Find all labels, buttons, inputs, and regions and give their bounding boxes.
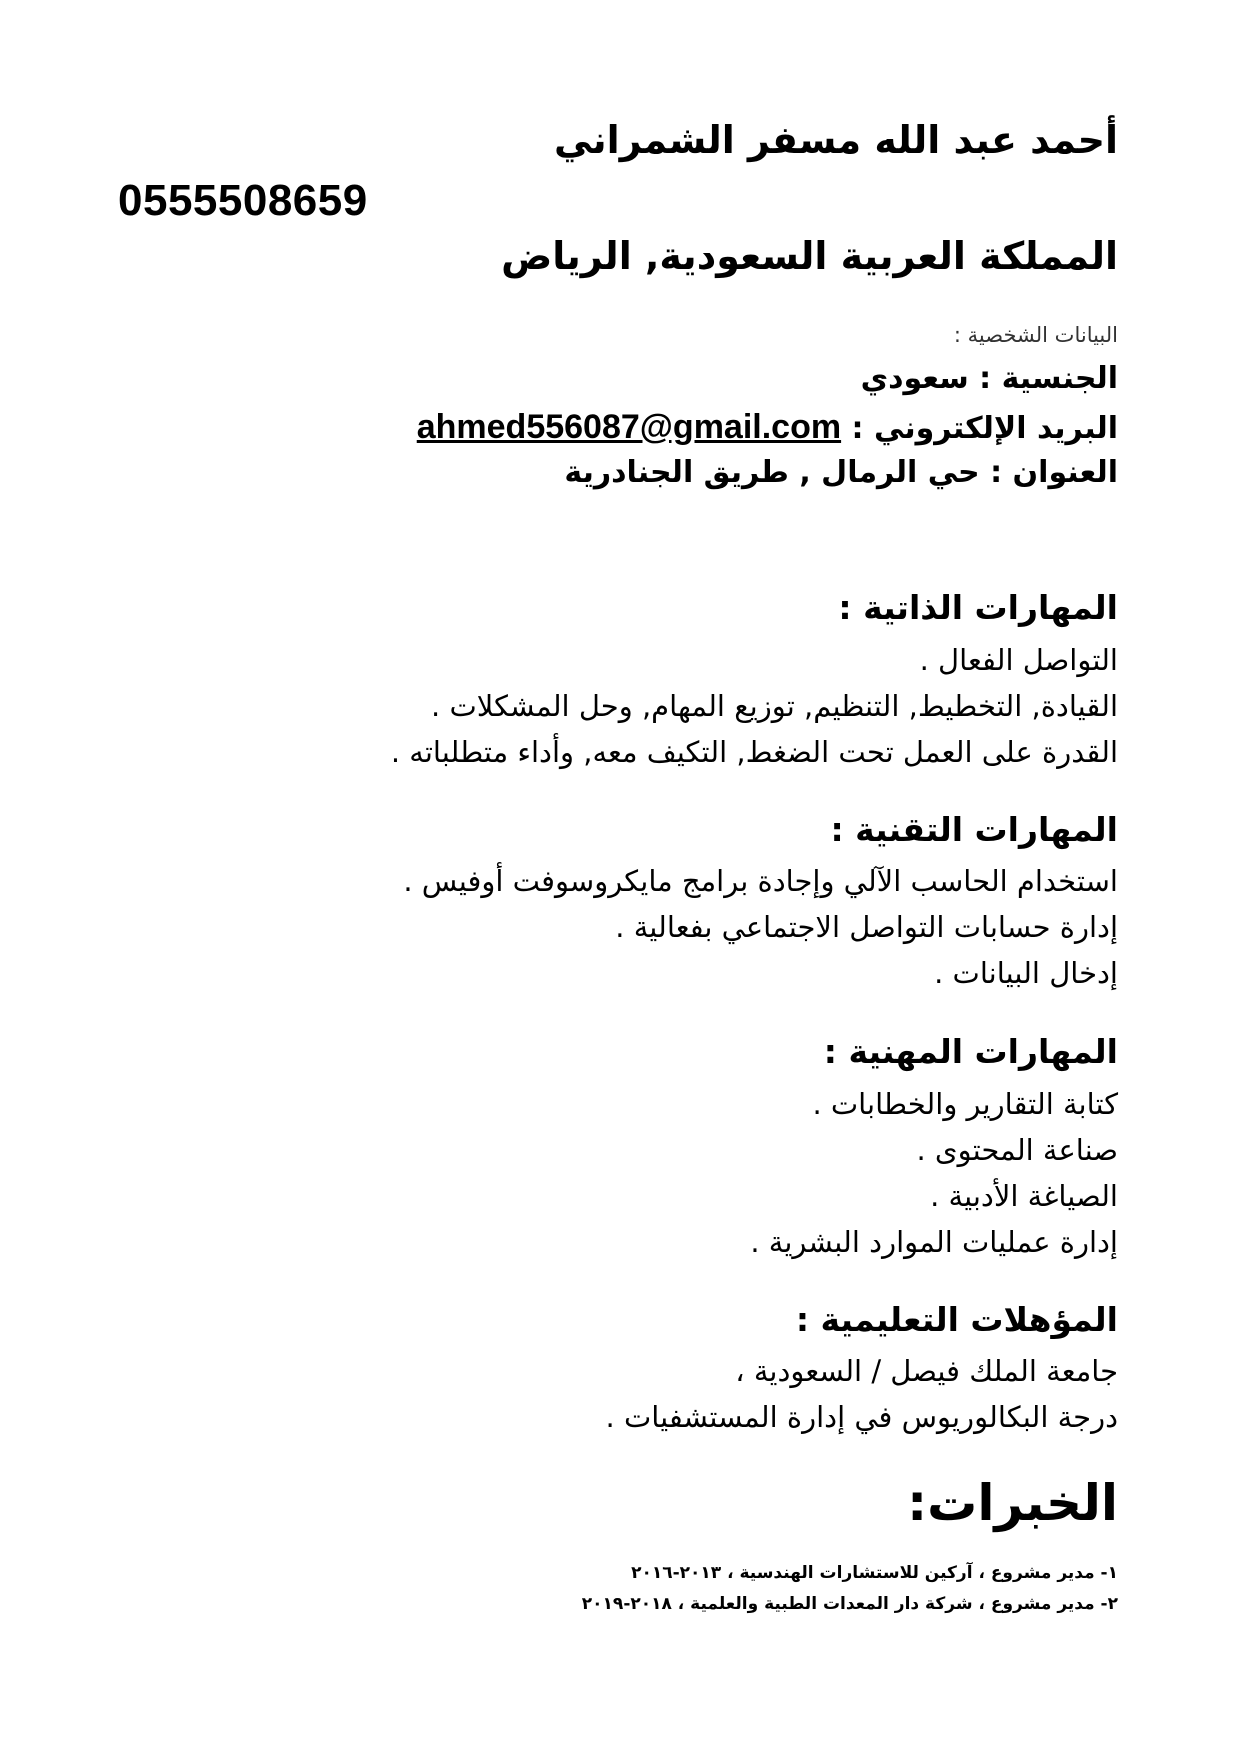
location: المملكة العربية السعودية, الرياض (501, 234, 1118, 278)
list-item: القدرة على العمل تحت الضغط, التكيف معه, وأداء متطلباته . (390, 735, 1118, 769)
experience-item: ١- مدير مشروع ، آركين للاستشارات الهندسية ، ٢٠١٣-٢٠١٦ (631, 1563, 1118, 1583)
address-field: العنوان : حي الرمال , طريق الجنادرية (564, 455, 1118, 490)
email-link[interactable]: ahmed556087@gmail.com (416, 408, 842, 446)
section-title-personal-skills: المهارات الذاتية : (838, 588, 1118, 627)
email-label: البريد الإلكتروني : (851, 411, 1118, 446)
section-title-professional-skills: المهارات المهنية : (823, 1032, 1118, 1071)
list-item: القيادة, التخطيط, التنظيم, توزيع المهام, وحل المشكلات . (431, 689, 1118, 723)
list-item: إدخال البيانات . (934, 956, 1118, 990)
section-title-education: المؤهلات التعليمية : (795, 1300, 1118, 1339)
list-item: درجة البكالوريوس في إدارة المستشفيات . (605, 1400, 1118, 1434)
list-item: جامعة الملك فيصل / السعودية ، (735, 1354, 1118, 1388)
list-item: صناعة المحتوى . (916, 1133, 1118, 1167)
list-item: كتابة التقارير والخطابات . (812, 1087, 1118, 1121)
section-title-technical-skills: المهارات التقنية : (830, 810, 1118, 849)
nationality-field: الجنسية : سعودي (860, 361, 1118, 396)
applicant-name: أحمد عبد الله مسفر الشمراني (553, 118, 1118, 162)
list-item: استخدام الحاسب الآلي وإجادة برامج مايكروسوفت أوفيس . (403, 864, 1118, 898)
list-item: الصياغة الأدبية . (930, 1179, 1118, 1213)
list-item: إدارة حسابات التواصل الاجتماعي بفعالية . (615, 910, 1118, 944)
experience-item: ٢- مدير مشروع ، شركة دار المعدات الطبية والعلمية ، ٢٠١٨-٢٠١٩ (581, 1594, 1118, 1614)
phone-number: 0555508659 (118, 176, 368, 225)
email-row (417, 408, 1118, 447)
list-item: التواصل الفعال . (919, 643, 1118, 677)
section-title-experience: الخبرات: (907, 1474, 1118, 1532)
list-item: إدارة عمليات الموارد البشرية . (750, 1225, 1118, 1259)
personal-data-label: البيانات الشخصية : (953, 323, 1118, 347)
